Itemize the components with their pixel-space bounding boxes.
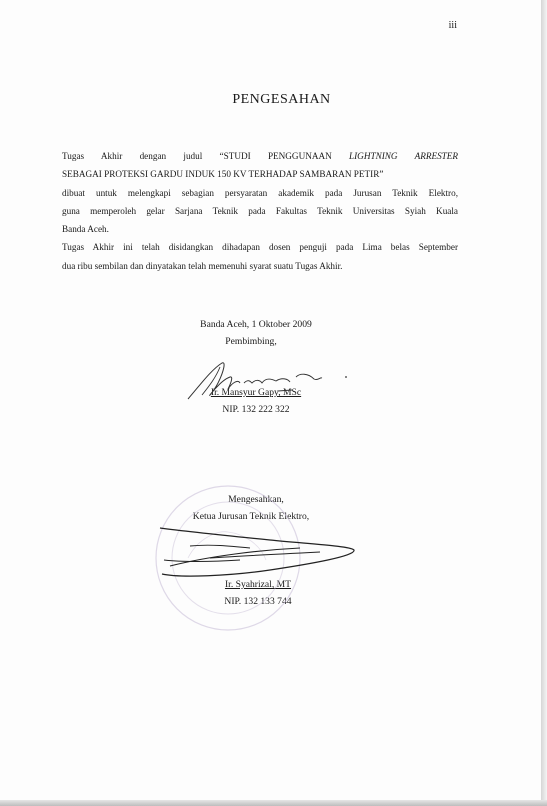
approval-role: Ketua Jurusan Teknik Elektro, [192, 511, 310, 522]
approval-name: Ir. Syahrizal, MT [224, 579, 292, 590]
supervisor-nip: NIP. 132 222 322 [222, 404, 290, 415]
approval-nip: NIP. 132 133 744 [224, 596, 292, 607]
paragraph-2-line-1: Tugas Akhir ini telah disidangkan dihadapan dosen penguji pada Lima belas September [62, 242, 458, 253]
paragraph-1-line-3: dibuat untuk melengkapi sebagian persyaratan akademik pada Jurusan Teknik Elektro, [62, 187, 458, 198]
page-number: iii [448, 20, 457, 31]
page-title: PENGESAHAN [232, 92, 331, 107]
approval-signature-icon [150, 520, 365, 584]
page-bottom-edge [0, 800, 547, 806]
supervisor-name: Ir. Mansyur Gapy, MSc [210, 387, 302, 398]
approval-heading: Mengesahkan, [228, 494, 284, 505]
supervisor-role: Pembimbing, [225, 336, 277, 347]
place-date: Banda Aceh, 1 Oktober 2009 [200, 319, 312, 330]
paragraph-1-line-1 [62, 147, 458, 165]
title-italic: LIGHTNING ARRESTER [349, 151, 458, 161]
paragraph-2-line-2: dua ribu sembilan dan dinyatakan telah memenuhi syarat suatu Tugas Akhir. [62, 260, 343, 271]
paragraph-1-line-5: Banda Aceh. [62, 224, 109, 235]
title-prefix: Tugas Akhir dengan judul “STUDI PENGGUNAAN [62, 151, 350, 161]
paragraph-1-line-4: guna memperoleh gelar Sarjana Teknik pada Fakultas Teknik Universitas Syiah Kuala [62, 205, 458, 216]
paragraph-1-line-2: SEBAGAI PROTEKSI GARDU INDUK 150 KV TERHADAP SAMBARAN PETIR” [62, 169, 384, 180]
supervisor-signature-icon [180, 355, 350, 410]
body-text [62, 147, 458, 275]
page-edge [541, 0, 547, 806]
